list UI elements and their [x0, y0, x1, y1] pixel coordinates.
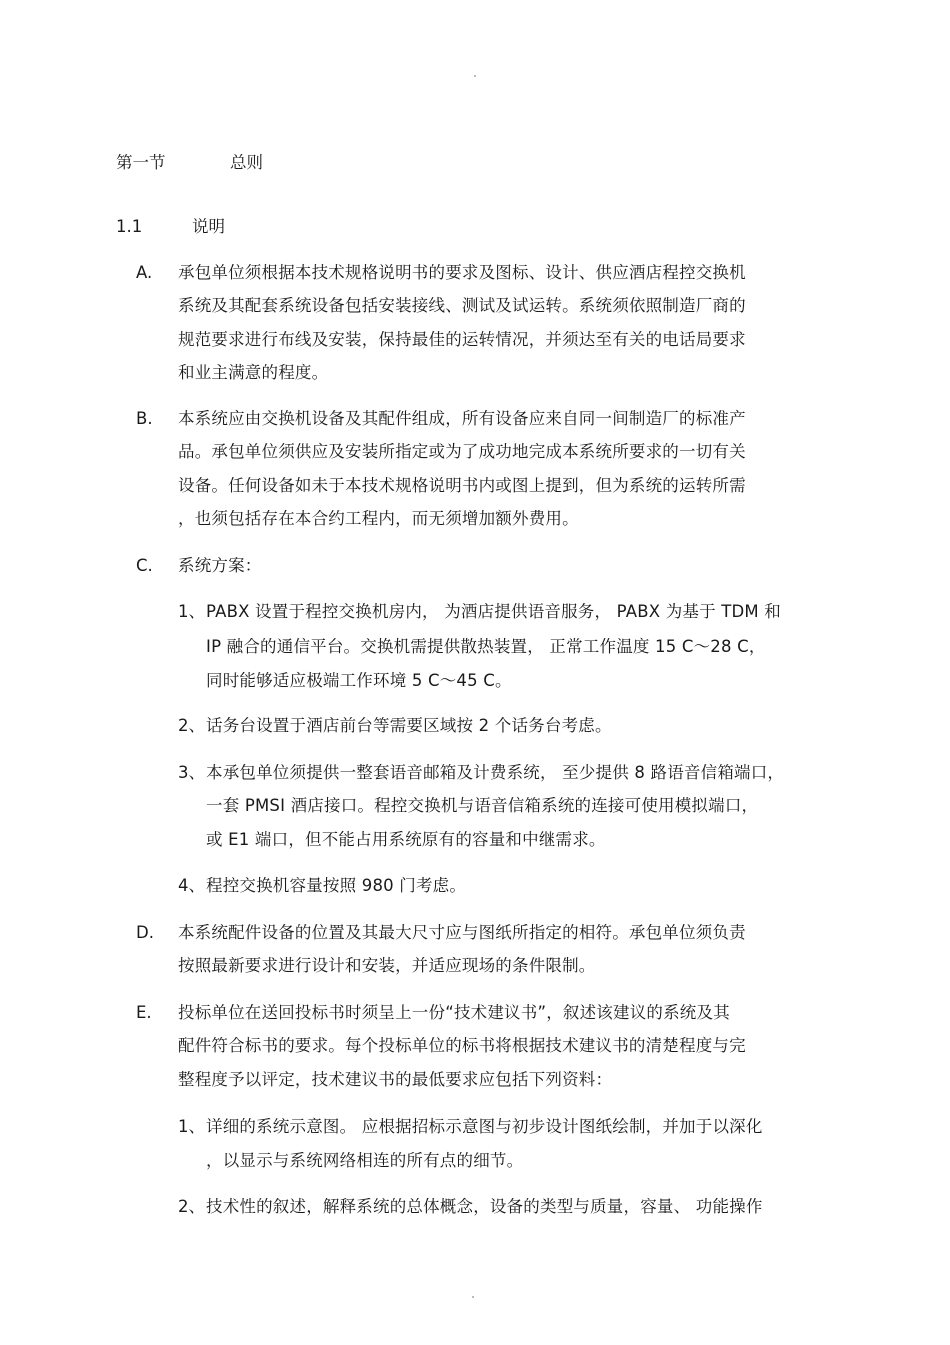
paragraph-c-item-1-line: 同时能够适应极端工作环境 5 C～45 C。: [206, 671, 512, 690]
paragraph-a-line: 规范要求进行布线及安装，保持最佳的运转情况，并须达至有关的电话局要求: [178, 330, 746, 349]
paragraph-b-line: 本系统应由交换机设备及其配件组成，所有设备应来自同一间制造厂的标准产: [178, 409, 746, 428]
paragraph-b-line: ，也须包括存在本合约工程内，而无须增加额外费用。: [178, 509, 579, 528]
paragraph-c-item-3-line: 一套 PMSI 酒店接口。程控交换机与语音信箱系统的连接可使用模拟端口，: [206, 796, 759, 815]
section-title: 总则: [230, 153, 263, 172]
section-number: 第一节: [116, 153, 166, 172]
paragraph-c-item-2-line: 话务台设置于酒店前台等需要区域按 2 个话务台考虑。: [206, 716, 612, 735]
paragraph-c-item-2-label: 2、: [178, 716, 205, 735]
paragraph-c-item-4-label: 4、: [178, 876, 205, 895]
paragraph-e-item-2-line: 技术性的叙述，解释系统的总体概念，设备的类型与质量，容量、 功能操作: [206, 1197, 763, 1216]
paragraph-b-line: 品。承包单位须供应及安装所指定或为了成功地完成本系统所要求的一切有关: [178, 442, 746, 461]
paragraph-e-item-1-line: ，以显示与系统网络相连的所有点的细节。: [206, 1151, 524, 1170]
paragraph-e-item-2-label: 2、: [178, 1197, 205, 1216]
paragraph-e-item-1-line: 详细的系统示意图。 应根据招标示意图与初步设计图纸绘制，并加于以深化: [206, 1117, 763, 1136]
paragraph-c-item-1-line: IP 融合的通信平台。交换机需提供散热装置， 正常工作温度 15 C～28 C，: [206, 637, 766, 656]
paragraph-e-line: 配件符合标书的要求。每个投标单位的标书将根据技术建议书的清楚程度与完: [178, 1036, 746, 1055]
paragraph-c-item-3-line: 本承包单位须提供一整套语音邮箱及计费系统， 至少提供 8 路语音信箱端口，: [206, 763, 785, 782]
page-mark-top: [474, 75, 476, 77]
paragraph-a-line: 和业主满意的程度。: [178, 363, 329, 382]
paragraph-d-line: 本系统配件设备的位置及其最大尺寸应与图纸所指定的相符。承包单位须负责: [178, 923, 746, 942]
paragraph-c-item-3-label: 3、: [178, 763, 205, 782]
paragraph-c-item-1-label: 1、: [178, 602, 205, 621]
paragraph-d-label: D.: [136, 923, 154, 942]
subsection-number: 1.1: [116, 217, 143, 236]
paragraph-c-item-4-line: 程控交换机容量按照 980 门考虑。: [206, 876, 467, 895]
paragraph-a-line: 承包单位须根据本技术规格说明书的要求及图标、设计、供应酒店程控交换机: [178, 263, 746, 282]
paragraph-e-line: 投标单位在送回投标书时须呈上一份“技术建议书”，叙述该建议的系统及其: [178, 1003, 730, 1022]
paragraph-b-label: B.: [136, 409, 153, 428]
subsection-title: 说明: [192, 217, 225, 236]
paragraph-d-line: 按照最新要求进行设计和安装，并适应现场的条件限制。: [178, 956, 596, 975]
paragraph-e-line: 整程度予以评定，技术建议书的最低要求应包括下列资料：: [178, 1070, 613, 1089]
page-mark-bottom: [472, 1296, 474, 1298]
paragraph-e-item-1-label: 1、: [178, 1117, 205, 1136]
paragraph-c-label: C.: [136, 556, 153, 575]
paragraph-c-line: 系统方案：: [178, 556, 262, 575]
paragraph-c-item-1-line: PABX 设置于程控交换机房内， 为酒店提供语音服务， PABX 为基于 TDM 和: [206, 602, 781, 621]
paragraph-a-line: 系统及其配套系统设备包括安装接线、测试及试运转。系统须依照制造厂商的: [178, 296, 746, 315]
paragraph-a-label: A.: [136, 263, 153, 282]
paragraph-e-label: E.: [136, 1003, 152, 1022]
paragraph-c-item-3-line: 或 E1 端口，但不能占用系统原有的容量和中继需求。: [206, 830, 606, 849]
paragraph-b-line: 设备。任何设备如未于本技术规格说明书内或图上提到，但为系统的运转所需: [178, 476, 746, 495]
